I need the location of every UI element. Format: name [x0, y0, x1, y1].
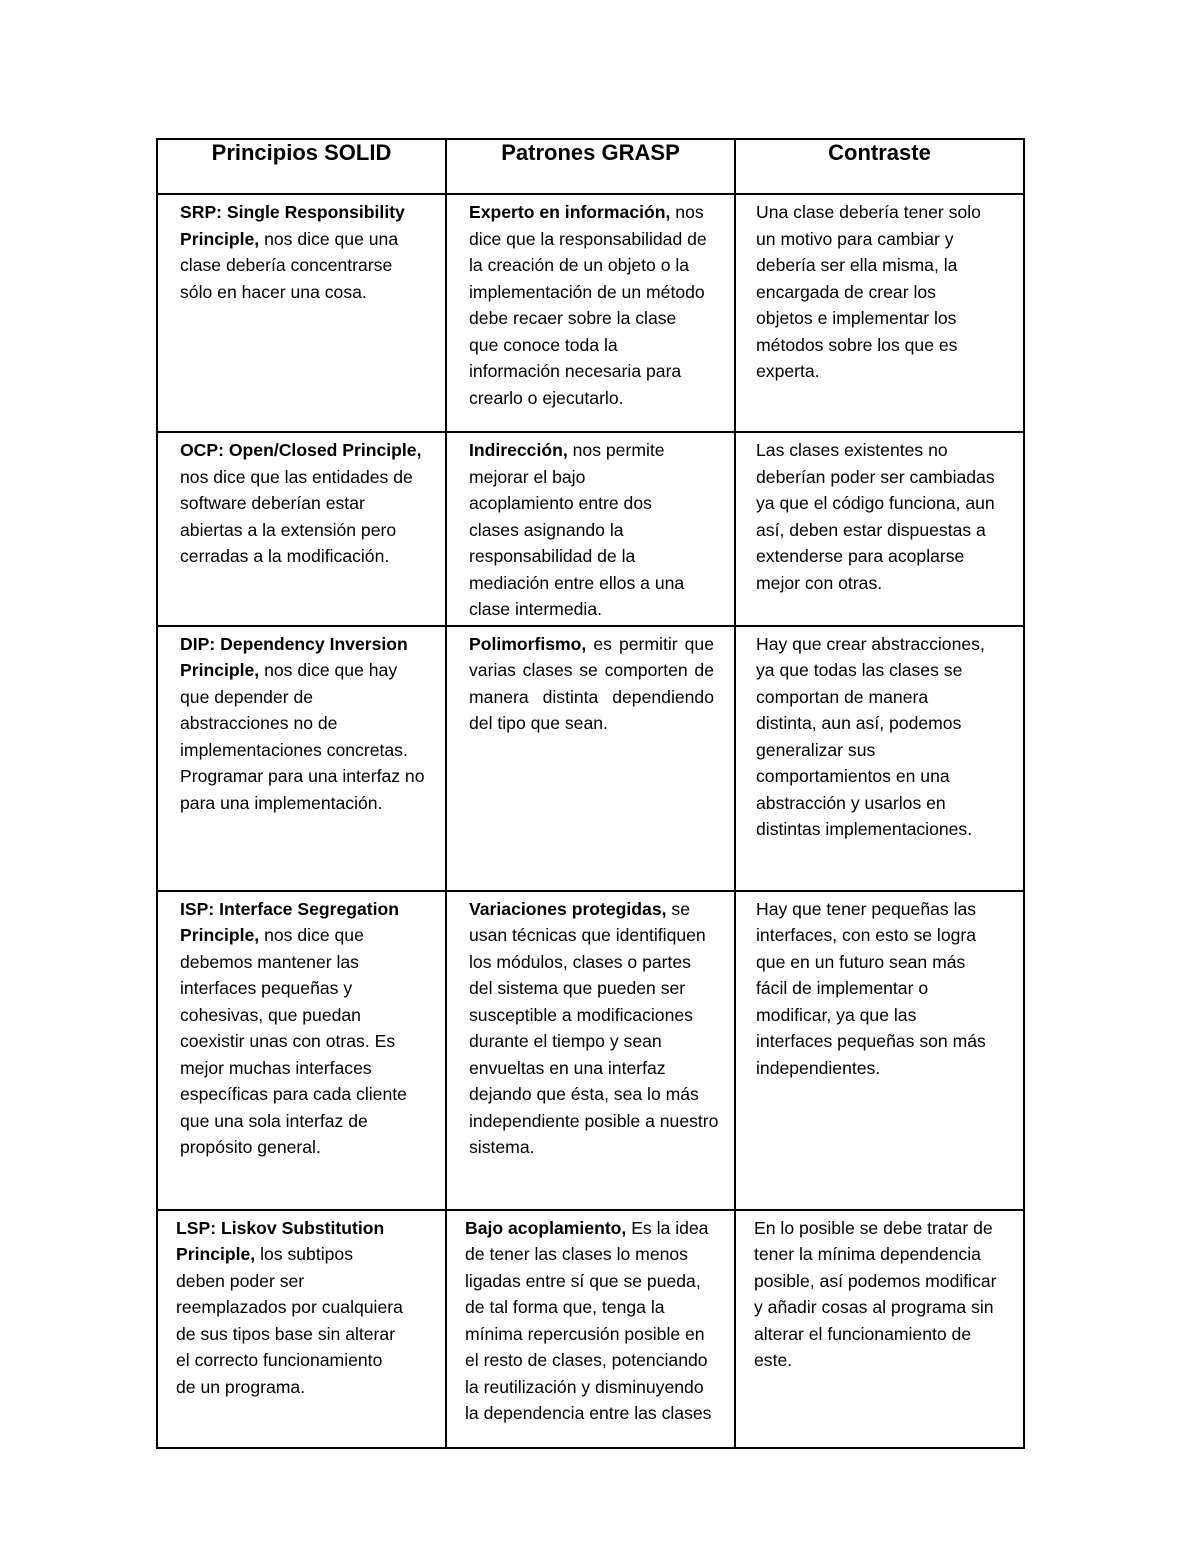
header-contraste: Contraste	[735, 139, 1024, 194]
solid-term: SRP: Single Responsibility Principle,	[180, 202, 405, 249]
grasp-term: Variaciones protegidas,	[469, 898, 667, 919]
grasp-term: Polimorfismo,	[469, 633, 587, 654]
solid-description: nos dice que debemos mantener las interfaces pequeñas y cohesivas, que puedan coexistir unas con otras. Es mejor muchas interfaces específicas para cada cliente que una sola interfaz de propósito general.	[180, 925, 407, 1157]
grasp-description: Es la idea de tener las clases lo menos ligadas entre sí que se pueda, de tal forma que, tenga la mínima repercusión posible en el resto de clases, potenciando la reutilización y disminuyendo la dependencia entre las clases	[465, 1217, 712, 1423]
header-principios-solid: Principios SOLID	[157, 139, 446, 194]
solid-cell	[157, 891, 446, 1210]
solid-term: OCP: Open/Closed Principle,	[180, 440, 422, 460]
contrast-cell	[735, 626, 1024, 891]
grasp-cell	[446, 626, 735, 891]
table-row	[157, 626, 1024, 891]
contrast-text: Hay que crear abstracciones, ya que todas las clases se comportan de manera distinta, aun así, podemos generalizar sus comportamientos en una abstracción y usarlos en distintas implementaciones.	[756, 633, 985, 839]
solid-cell	[157, 626, 446, 891]
contrast-text: Las clases existentes no deberían poder ser cambiadas ya que el código funciona, aun así, deben estar dispuestas a extenderse para acoplarse mejor con otras.	[756, 440, 995, 593]
solid-grasp-table	[156, 138, 1025, 1449]
solid-cell	[157, 432, 446, 626]
table-row	[157, 1210, 1024, 1448]
contrast-cell	[735, 891, 1024, 1210]
solid-description: nos dice que hay que depender de abstracciones no de implementaciones concretas. Programar para una interfaz no para una implementación.	[180, 660, 425, 813]
grasp-cell	[446, 194, 735, 432]
grasp-description: se usan técnicas que identifiquen los módulos, clases o partes del sistema que pueden ser susceptible a modificaciones durante el tiempo y sean envueltas en una interfaz dejando que ésta, sea lo más independiente posible a nuestro sistema.	[469, 898, 719, 1157]
solid-cell	[157, 1210, 446, 1448]
grasp-cell	[446, 891, 735, 1210]
contrast-text: En lo posible se debe tratar de tener la mínima dependencia posible, así podemos modificar y añadir cosas al programa sin alterar el funcionamiento de este.	[754, 1217, 997, 1370]
grasp-term: Indirección,	[469, 440, 568, 460]
contrast-cell	[735, 194, 1024, 432]
header-patrones-grasp: Patrones GRASP	[446, 139, 735, 194]
contrast-text: Una clase debería tener solo un motivo para cambiar y debería ser ella misma, la encargada de crear los objetos e implementar los métodos sobre los que es experta.	[756, 202, 981, 381]
contrast-cell	[735, 1210, 1024, 1448]
grasp-description: es permitir que varias clases se comporten de manera distinta dependiendo del tipo que sean.	[469, 633, 714, 733]
solid-term: DIP: Dependency Inversion Principle,	[180, 633, 408, 680]
table-row	[157, 194, 1024, 432]
grasp-cell	[446, 1210, 735, 1448]
solid-description: nos dice que una clase debería concentrarse sólo en hacer una cosa.	[180, 228, 399, 302]
solid-description: nos dice que las entidades de software deberían estar abiertas a la extensión pero cerradas a la modificación.	[180, 466, 413, 566]
grasp-description: nos dice que la responsabilidad de la creación de un objeto o la implementación de un método debe recaer sobre la clase que conoce toda la información necesaria para crearlo o ejecutarlo.	[469, 202, 707, 408]
solid-description: los subtipos deben poder ser reemplazados por cualquiera de sus tipos base sin alterar el correcto funcionamiento de un programa.	[176, 1244, 403, 1397]
contrast-text: Hay que tener pequeñas las interfaces, con esto se logra que en un futuro sean más fácil de implementar o modificar, ya que las interfaces pequeñas son más independientes.	[756, 898, 986, 1078]
grasp-term: Bajo acoplamiento,	[465, 1217, 627, 1238]
table-row	[157, 432, 1024, 626]
grasp-description: nos permite mejorar el bajo acoplamiento entre dos clases asignando la responsabilidad de la mediación entre ellos a una clase intermedia.	[469, 440, 685, 619]
table-row	[157, 891, 1024, 1210]
grasp-cell	[446, 432, 735, 626]
contrast-cell	[735, 432, 1024, 626]
table-header-row	[157, 139, 1024, 194]
solid-cell	[157, 194, 446, 432]
grasp-term: Experto en información,	[469, 202, 671, 222]
solid-term: LSP: Liskov Substitution Principle,	[176, 1217, 385, 1264]
solid-term: ISP: Interface Segregation Principle,	[180, 898, 400, 945]
